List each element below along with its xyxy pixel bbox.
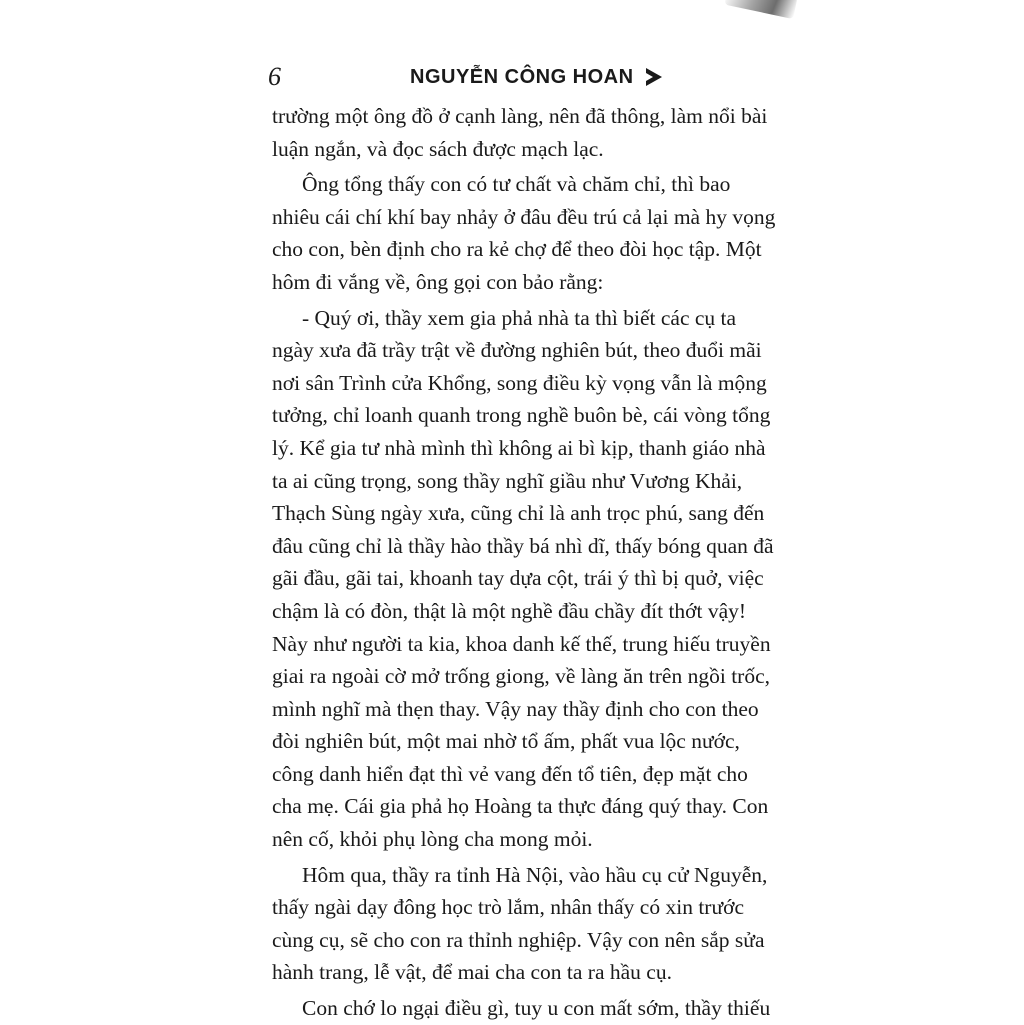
text-line: Hôm qua, thầy ra tỉnh Hà Nội, vào hầu cụ cử Nguyễn, <box>302 862 768 887</box>
text-line: trường một ông đồ ở cạnh làng, nên đã thông, làm nổi bài <box>272 104 768 128</box>
text-line: hôm đi vắng về, ông gọi con bảo rằng: <box>272 269 604 294</box>
text-line: cha mẹ. Cái gia phả họ Hoàng ta thực đáng quý thay. Con <box>272 794 769 819</box>
text-line: công danh hiển đạt thì vẻ vang đến tổ tiên, đẹp mặt cho <box>272 761 748 786</box>
text-line: ta ai cũng trọng, song thầy nghĩ giầu như Vương Khải, <box>272 468 743 493</box>
text-line: chậm là có đòn, thật là một nghề đầu chầy đít thớt vậy! <box>272 598 747 623</box>
running-head-author: NGUYỄN CÔNG HOAN <box>410 65 634 88</box>
running-head <box>268 60 792 94</box>
text-line: thấy ngài dạy đông học trò lắm, nhân thấy có xin trước <box>272 895 745 920</box>
body-text <box>272 100 792 1025</box>
text-line: ngày xưa đã trầy trật về đường nghiên bút, theo đuổi mãi <box>272 338 762 363</box>
text-line: nhiêu cái chí khí bay nhảy ở đâu đều trú cả lại mà hy vọng <box>272 204 776 229</box>
scan-corner-mark <box>724 0 797 19</box>
text-line: đâu cũng chỉ là thầy hào thầy bá nhì dĩ, thấy bóng quan đã <box>272 533 774 558</box>
text-line: Con chớ lo ngại điều gì, tuy u con mất sớm, thầy thiếu <box>302 996 771 1021</box>
text-line: nên cố, khỏi phụ lòng cha mong mỏi. <box>272 827 593 852</box>
text-line: Này như người ta kia, khoa danh kế thế, trung hiếu truyền <box>272 631 771 656</box>
book-page <box>268 60 792 1025</box>
text-line: cho con, bèn định cho ra kẻ chợ để theo đòi học tập. Một <box>272 237 762 262</box>
arrow-right-icon <box>646 68 662 86</box>
text-line: mình nghĩ mà thẹn thay. Vậy nay thầy định cho con theo <box>272 696 759 721</box>
text-line: lý. Kể gia tư nhà mình thì không ai bì kịp, thanh giáo nhà <box>272 435 766 460</box>
text-line: luận ngắn, và đọc sách được mạch lạc. <box>272 136 604 161</box>
paragraph <box>272 168 792 298</box>
text-line: hành trang, lễ vật, để mai cha con ta ra hầu cụ. <box>272 960 672 985</box>
paragraph <box>272 302 792 856</box>
text-line: - Quý ơi, thầy xem gia phả nhà ta thì biết các cụ ta <box>302 305 737 330</box>
text-line: Ông tổng thấy con có tư chất và chăm chỉ, thì bao <box>302 172 731 197</box>
text-line: cùng cụ, sẽ cho con ra thỉnh nghiệp. Vậy con nên sắp sửa <box>272 927 765 952</box>
paragraph <box>272 100 792 165</box>
text-line: tưởng, chỉ loanh quanh trong nghề buôn bè, cái vòng tổng <box>272 403 771 428</box>
text-line: nơi sân Trình cửa Khổng, song điều kỳ vọng vẫn là mộng <box>272 370 767 395</box>
text-line: Thạch Sùng ngày xưa, cũng chỉ là anh trọc phú, sang đến <box>272 501 765 526</box>
page-number: 6 <box>268 62 281 91</box>
paragraph <box>272 992 792 1025</box>
text-line: giai ra ngoài cờ mở trống giong, về làng ăn trên ngồi trốc, <box>272 664 770 689</box>
text-line: gãi đầu, gãi tai, khoanh tay dựa cột, trái ý thì bị quở, việc <box>272 566 764 591</box>
paragraph <box>272 859 792 989</box>
text-line: đòi nghiên bút, một mai nhờ tổ ấm, phất vua lộc nước, <box>272 729 740 754</box>
